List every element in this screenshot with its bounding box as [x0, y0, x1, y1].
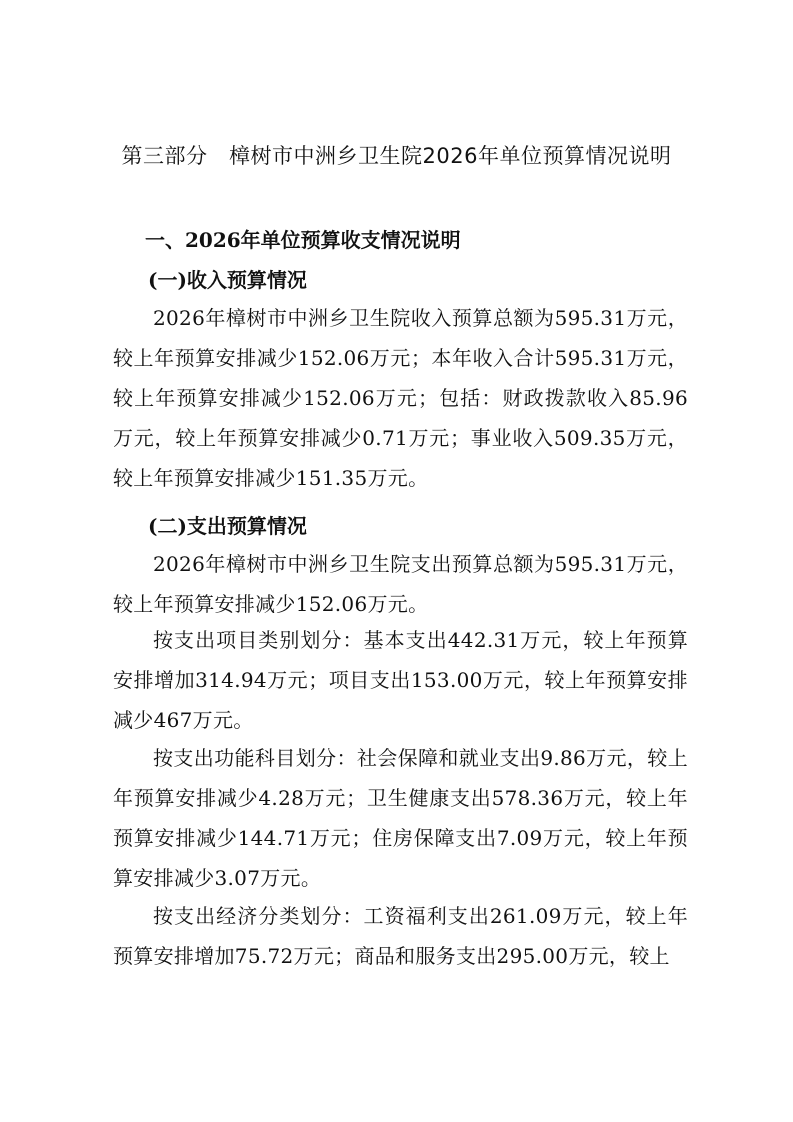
- paragraph-expenditure-by-function: 按支出功能科目划分：社会保障和就业支出9.86万元，较上年预算安排减少4.28万元；卫生健康支出578.36万元，较上年预算安排减少144.71万元；住房保障支出7.09万元，较上年预算安排减少3.07万元。: [113, 746, 688, 890]
- subsection-heading-income: (一)收入预算情况: [148, 268, 307, 292]
- section-heading-budget-overview: 一、2026年单位预算收支情况说明: [145, 228, 461, 252]
- page-title: 第三部分 樟树市中洲乡卫生院2026年单位预算情况说明: [121, 144, 672, 168]
- paragraph-expenditure-by-economic: 按支出经济分类划分：工资福利支出261.09万元，较上年预算安排增加75.72万元；商品和服务支出295.00万元，较上: [113, 904, 688, 968]
- paragraph-expenditure-by-project: 按支出项目类别划分：基本支出442.31万元，较上年预算安排增加314.94万元；项目支出153.00万元，较上年预算安排减少467万元。: [113, 628, 688, 732]
- paragraph-income-budget: 2026年樟树市中洲乡卫生院收入预算总额为595.31万元，较上年预算安排减少152.06万元；本年收入合计595.31万元，较上年预算安排减少152.06万元；包括：财政拨款收入85.96万元，较上年预算安排减少0.71万元；事业收入509.35万元，较上年预算安排减少151.35万元。: [113, 306, 688, 490]
- paragraph-expenditure-total: 2026年樟树市中洲乡卫生院支出预算总额为595.31万元，较上年预算安排减少152.06万元。: [113, 552, 688, 616]
- subsection-heading-expenditure: (二)支出预算情况: [148, 514, 307, 538]
